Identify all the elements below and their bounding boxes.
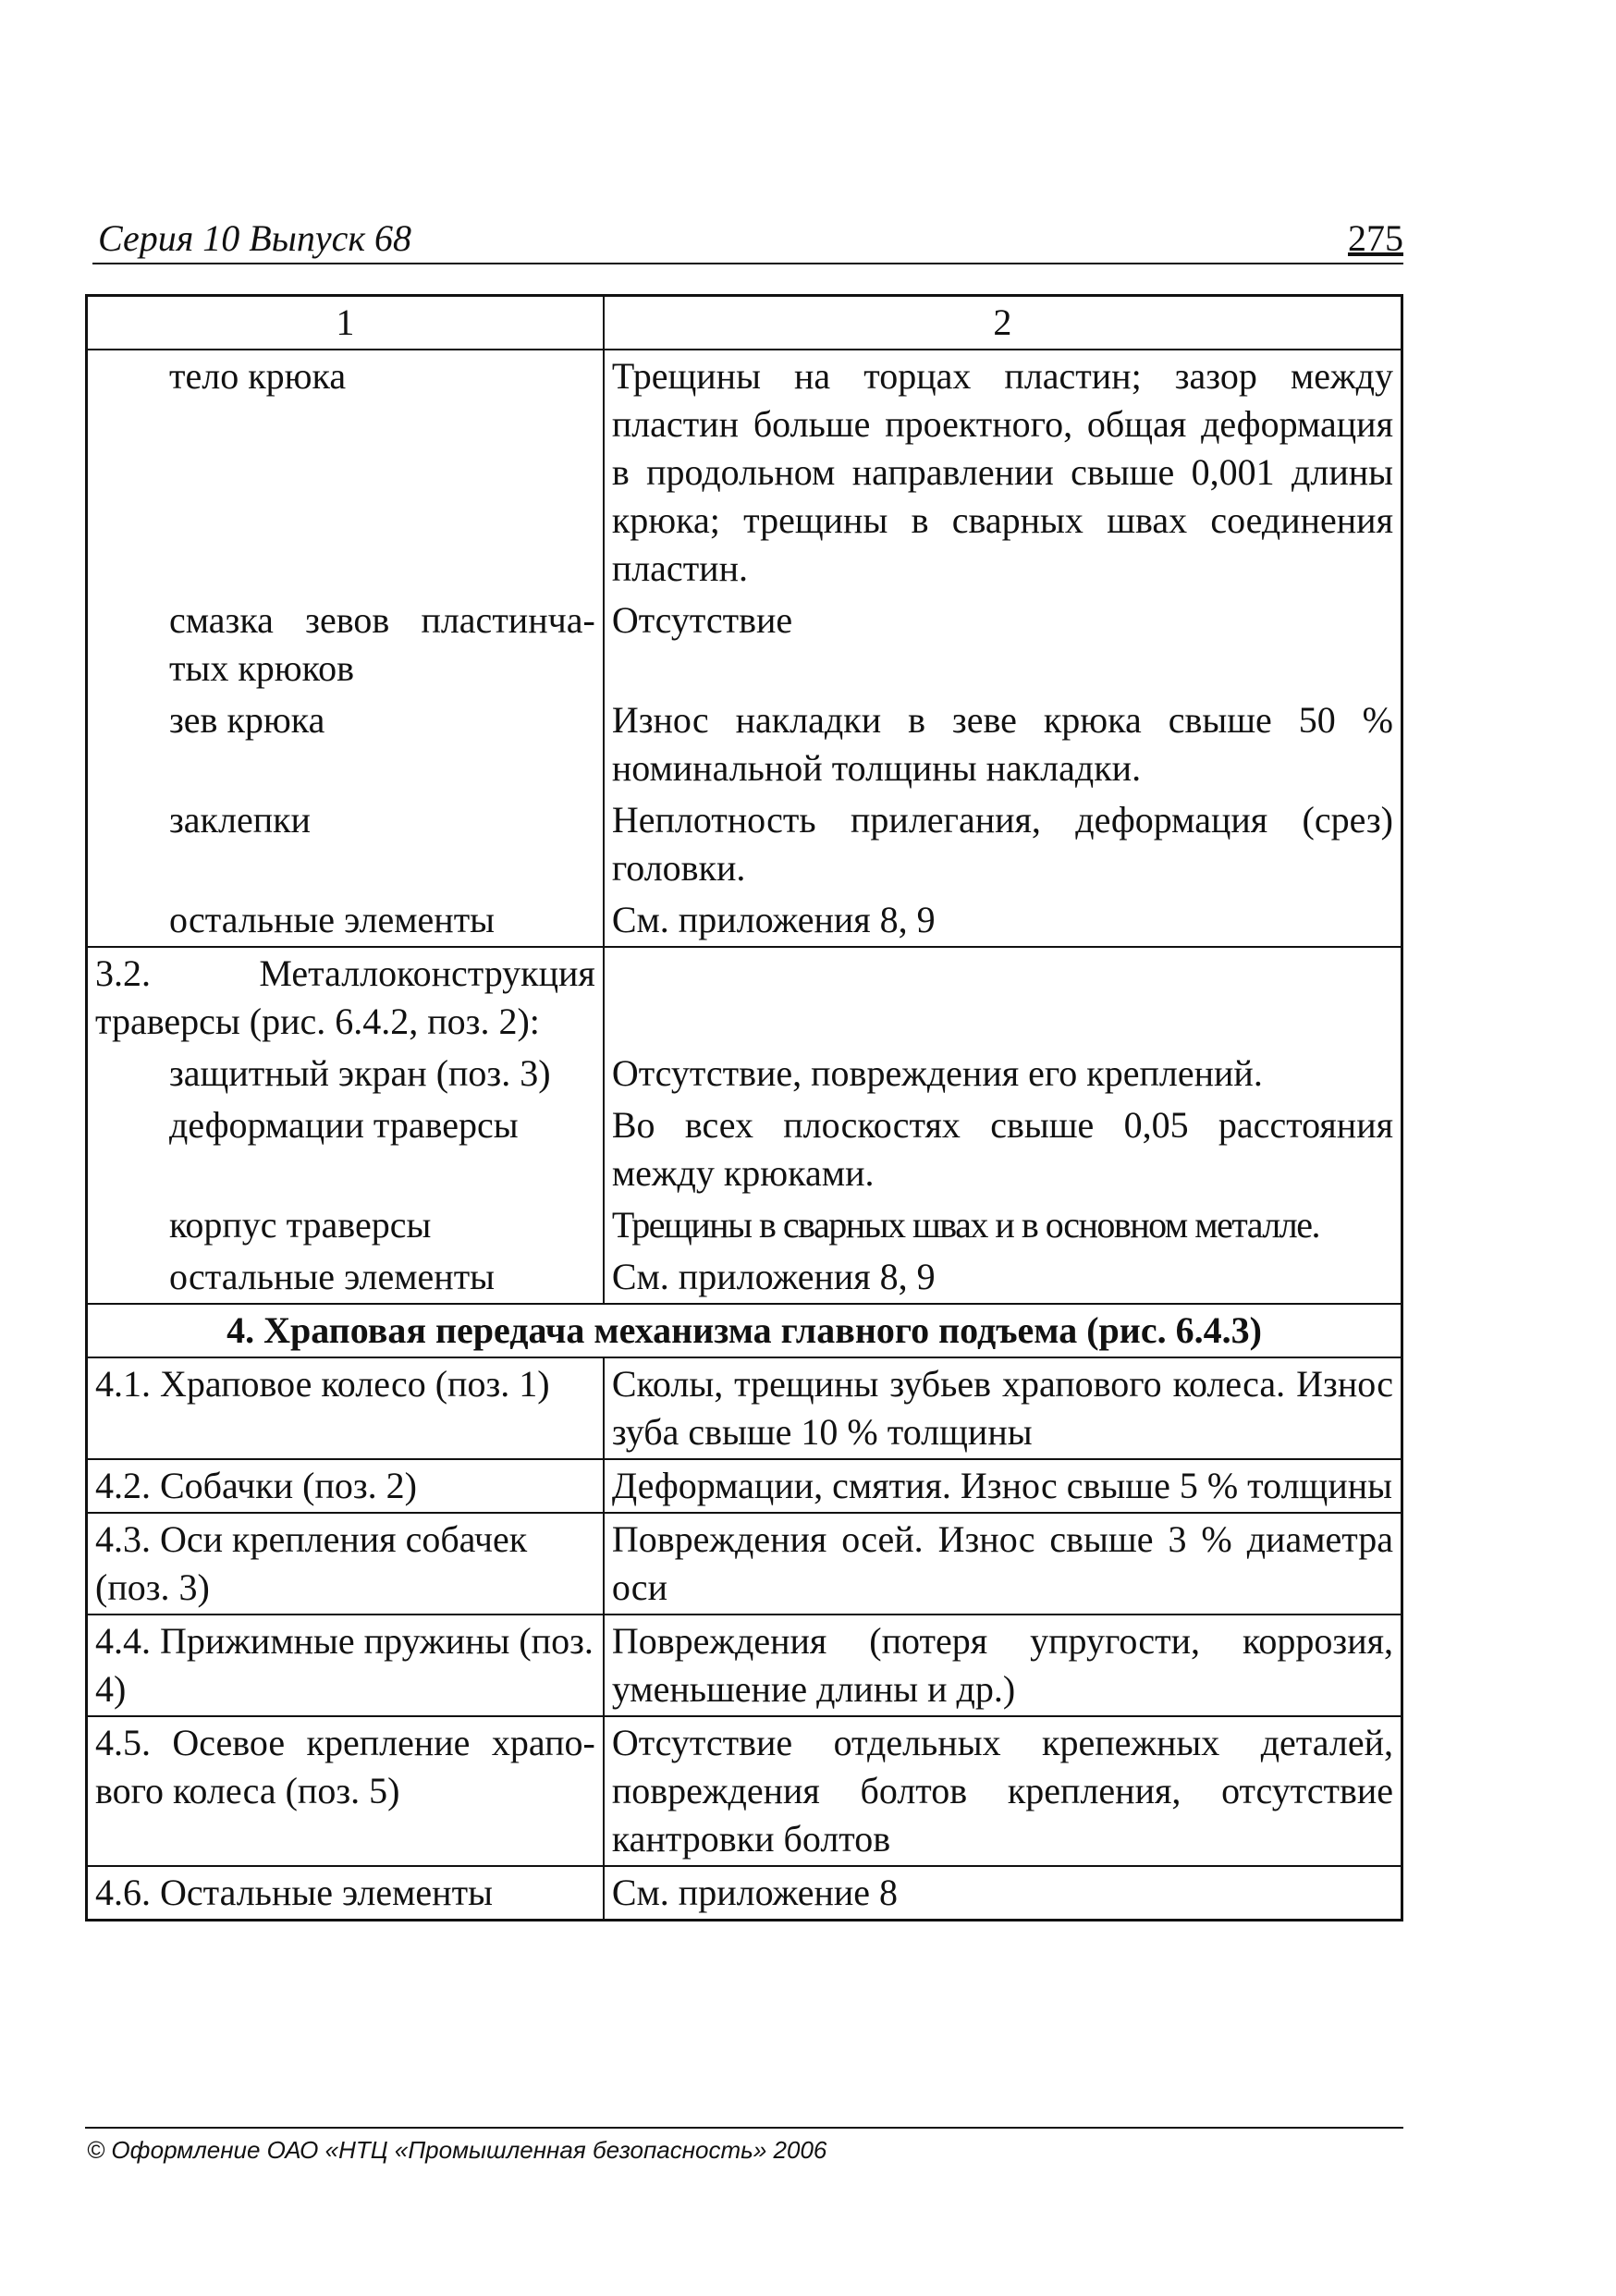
table-row	[87, 1716, 1402, 1866]
element-cell: 4.3. Оси крепления собачек (поз. 3)	[87, 1513, 604, 1615]
element-cell: 4.6. Остальные элементы	[87, 1866, 604, 1921]
footer-divider	[85, 2127, 1403, 2129]
table-row	[87, 1357, 1402, 1459]
table-row	[87, 794, 1402, 894]
element-cell: смазка зевов пластинчатых крюков	[87, 595, 604, 694]
defect-cell: Отсутствие, повреждения его креплений.	[604, 1048, 1402, 1099]
element-cell: корпус траверсы	[87, 1199, 604, 1251]
series-label: Серия 10 Выпуск 68	[98, 217, 412, 259]
table-row	[87, 1099, 1402, 1199]
defect-cell: Деформации, смятия. Износ свыше 5 % толщины	[604, 1459, 1402, 1513]
defect-cell: Трещины на торцах пластин; зазор между пластин больше проектного, общая деформация в продольном направлении свыше 0,001 длины крюка; трещины в сварных швах соединения пластин.	[604, 350, 1402, 595]
table-row	[87, 350, 1402, 595]
element-cell: защитный экран (поз. 3)	[87, 1048, 604, 1099]
element-cell: заклепки	[87, 794, 604, 894]
table-row	[87, 1513, 1402, 1615]
element-cell: деформации траверсы	[87, 1099, 604, 1199]
defect-cell: Повреждения осей. Износ свыше 3 % диаметра оси	[604, 1513, 1402, 1615]
element-group-cell: 3.2. Металлоконструкция траверсы (рис. 6.4.2, поз. 2):	[87, 947, 604, 1048]
element-cell: остальные элементы	[87, 1251, 604, 1304]
element-cell: 4.2. Собачки (поз. 2)	[87, 1459, 604, 1513]
element-cell: зев крюка	[87, 694, 604, 794]
element-cell: остальные элементы	[87, 894, 604, 947]
inspection-table	[85, 294, 1403, 1922]
table-row	[87, 595, 1402, 694]
footer-copyright: © Оформление ОАО «НТЦ «Промышленная безопасность» 2006	[87, 2136, 827, 2164]
document-page	[85, 0, 1416, 2296]
element-cell: 4.1. Храповое колесо (поз. 1)	[87, 1357, 604, 1459]
table-row	[87, 1199, 1402, 1251]
section-heading-row	[87, 1304, 1402, 1357]
table-row	[87, 894, 1402, 947]
running-header	[92, 215, 1403, 264]
column-header-2: 2	[604, 296, 1402, 350]
table-row	[87, 1615, 1402, 1716]
defect-cell: Трещины в сварных швах и в основном металле.	[604, 1199, 1402, 1251]
element-cell: 4.4. Прижимные пружины (поз. 4)	[87, 1615, 604, 1716]
defect-cell: Неплотность прилегания, деформация (срез) головки.	[604, 794, 1402, 894]
defect-cell: См. приложения 8, 9	[604, 894, 1402, 947]
defect-cell: Отсутствие отдельных крепежных деталей, повреждения болтов крепления, отсутствие кантровки болтов	[604, 1716, 1402, 1866]
element-cell: тело крюка	[87, 350, 604, 595]
defect-cell: См. приложения 8, 9	[604, 1251, 1402, 1304]
defect-cell: Сколы, трещины зубьев храпового колеса. Износ зуба свыше 10 % толщины	[604, 1357, 1402, 1459]
defect-cell: См. приложение 8	[604, 1866, 1402, 1921]
element-cell: 4.5. Осевое крепление храпового колеса (поз. 5)	[87, 1716, 604, 1866]
table-row	[87, 1048, 1402, 1099]
table-row	[87, 947, 1402, 1048]
table-row	[87, 1459, 1402, 1513]
defect-cell: Во всех плоскостях свыше 0,05 расстояния между крюками.	[604, 1099, 1402, 1199]
table-header-row	[87, 296, 1402, 350]
page-number: 275	[1348, 217, 1403, 259]
defect-cell: Износ накладки в зеве крюка свыше 50 % номинальной толщины накладки.	[604, 694, 1402, 794]
table-row	[87, 1866, 1402, 1921]
table-row	[87, 694, 1402, 794]
defect-cell: Повреждения (потеря упругости, коррозия, уменьшение длины и др.)	[604, 1615, 1402, 1716]
table-row	[87, 1251, 1402, 1304]
column-header-1: 1	[87, 296, 604, 350]
section-title: 4. Храповая передача механизма главного подъема (рис. 6.4.3)	[87, 1304, 1402, 1357]
defect-cell	[604, 947, 1402, 1048]
defect-cell: Отсутствие	[604, 595, 1402, 694]
